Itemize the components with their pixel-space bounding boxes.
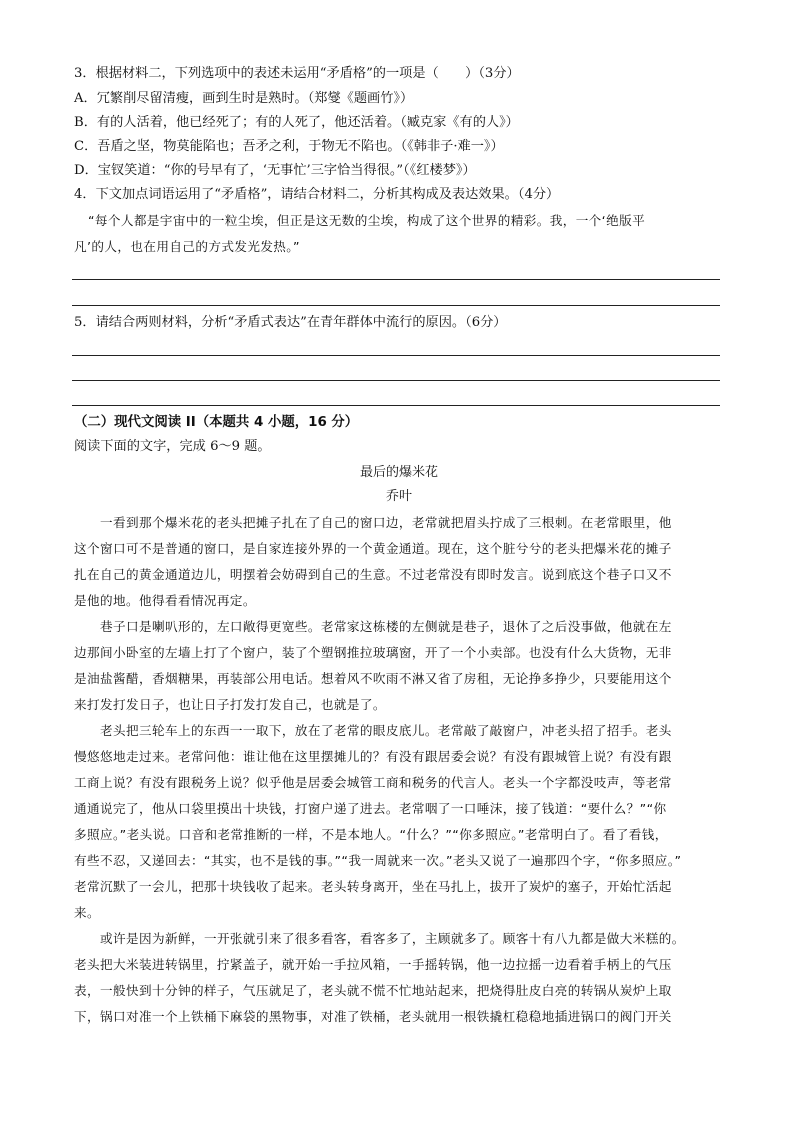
story-line: 慢悠悠地走过来。老常问他：谁让他在这里摆摊儿的？有没有跟居委会说？有没有跟城管上说？有没有跟 <box>74 749 672 764</box>
story-line: 老常沉默了一会儿，把那十块钱收了起来。老头转身离开，坐在马扎上，拔开了炭炉的塞子，开始忙活起 <box>74 879 672 894</box>
story-line: 来打发打发日子，也让日子打发打发自己，也就是了。 <box>74 697 386 712</box>
story-line: 通通说完了，他从口袋里摸出十块钱，打窗户递了进去。老常咽了一口唾沫，接了钱道：“要什么？”“你 <box>74 801 667 816</box>
story-line: 边那间小卧室的左墙上打了个窗户，装了个塑钢推拉玻璃窗，开了一个小卖部。也没有什么大货物，无非 <box>74 645 672 660</box>
story-line: 有些不忍，又递回去：“其实，也不是钱的事。”“我一周就来一次。”老头又说了一遍那四个字，“你多照应。” <box>74 853 682 868</box>
story-author: 乔叶 <box>385 489 412 504</box>
story-line: 一看到那个爆米花的老头把摊子扎在了自己的窗口边，老常就把眉头拧成了三根刺。在老常眼里，他 <box>100 515 672 530</box>
story-title: 最后的爆米花 <box>359 465 438 480</box>
section-instruction: 阅读下面的文字，完成 6～9 题。 <box>74 439 271 454</box>
story-line: 表，一般快到十分钟的样子，气压就足了，老头就不慌不忙地站起来，把烧得肚皮白亮的转锅从炭炉上取 <box>74 983 672 998</box>
story-line: 来。 <box>74 905 100 920</box>
story-line: 多照应。”老头说。口音和老常推断的一样，不是本地人。“什么？”“你多照应。”老常明白了。看了看钱， <box>74 827 668 842</box>
story-line: 巷子口是喇叭形的，左口敞得更宽些。老常家这栋楼的左侧就是巷子，退休了之后没事做，他就在左 <box>100 619 672 634</box>
q4-quote-line-1: “每个人都是宇宙中的一粒尘埃，但正是这无数的尘埃，构成了这个世界的精彩。我，一个‘绝版平 <box>88 213 646 228</box>
q3-option-c: C．吾盾之坚，物莫能陷也；吾矛之利，于物无不陷也。（《韩非子·难一》） <box>74 139 504 154</box>
answer-line[interactable] <box>72 405 720 406</box>
section-heading: （二）现代文阅读 II（本题共 4 小题，16 分） <box>74 415 359 430</box>
story-line: 下，锅口对准一个上铁桶下麻袋的黑物事，对准了铁桶，老头就用一根铁撬杠稳稳地插进锅口的阀门开关 <box>74 1009 672 1024</box>
answer-line[interactable] <box>72 355 720 356</box>
q3-option-d: D．宝钗笑道：“你的号早有了，‘无事忙’三字恰当得很。”（《红楼梦》） <box>74 163 476 178</box>
story-line: 是他的地。他得看看情况再定。 <box>74 593 256 608</box>
q3-option-a: A．冗繁削尽留清瘦，画到生时是熟时。（郑燮《题画竹》） <box>74 91 414 106</box>
q4-stem: 4．下文加点词语运用了“矛盾格”，请结合材料二，分析其构成及表达效果。（4分） <box>74 187 560 202</box>
answer-line[interactable] <box>72 279 720 280</box>
story-line: 扎在自己的黄金通道边儿，明摆着会妨碍到自己的生意。不过老常没有即时发言。说到底这个巷子口又不 <box>74 567 672 582</box>
story-line: 工商上说？有没有跟税务上说？似乎他是居委会城管工商和税务的代言人。老头一个字都没吱声，等老常 <box>74 775 672 790</box>
answer-line[interactable] <box>72 305 720 306</box>
q3-option-b: B．有的人活着，他已经死了；有的人死了，他还活着。（臧克家《有的人》） <box>74 115 519 130</box>
story-line: 老头把大米装进转锅里，拧紧盖子，就开始一手拉风箱，一手摇转锅，他一边拉摇一边看着手柄上的气压 <box>74 957 672 972</box>
answer-line[interactable] <box>72 380 720 381</box>
story-line: 或许是因为新鲜，一开张就引来了很多看客，看客多了，主顾就多了。顾客十有八九都是做大米糕的。 <box>100 931 685 946</box>
q4-quote-line-2: 凡’的人，也在用自己的方式发光发热。” <box>74 239 300 254</box>
q3-stem: 3．根据材料二，下列选项中的表述未运用“矛盾格”的一项是（ ）（3分） <box>74 66 520 81</box>
story-line: 老头把三轮车上的东西一一取下，放在了老常的眼皮底儿。老常敲了敲窗户，冲老头招了招手。老头 <box>100 723 672 738</box>
q5-stem: 5．请结合两则材料，分析“矛盾式表达”在青年群体中流行的原因。（6分） <box>74 315 507 330</box>
story-line: 是油盐酱醋，香烟糖果，再装部公用电话。想着风不吹雨不淋又省了房租，无论挣多挣少，只要能用这个 <box>74 671 672 686</box>
story-line: 这个窗口可不是普通的窗口，是自家连接外界的一个黄金通道。现在，这个脏兮兮的老头把爆米花的摊子 <box>74 541 672 556</box>
